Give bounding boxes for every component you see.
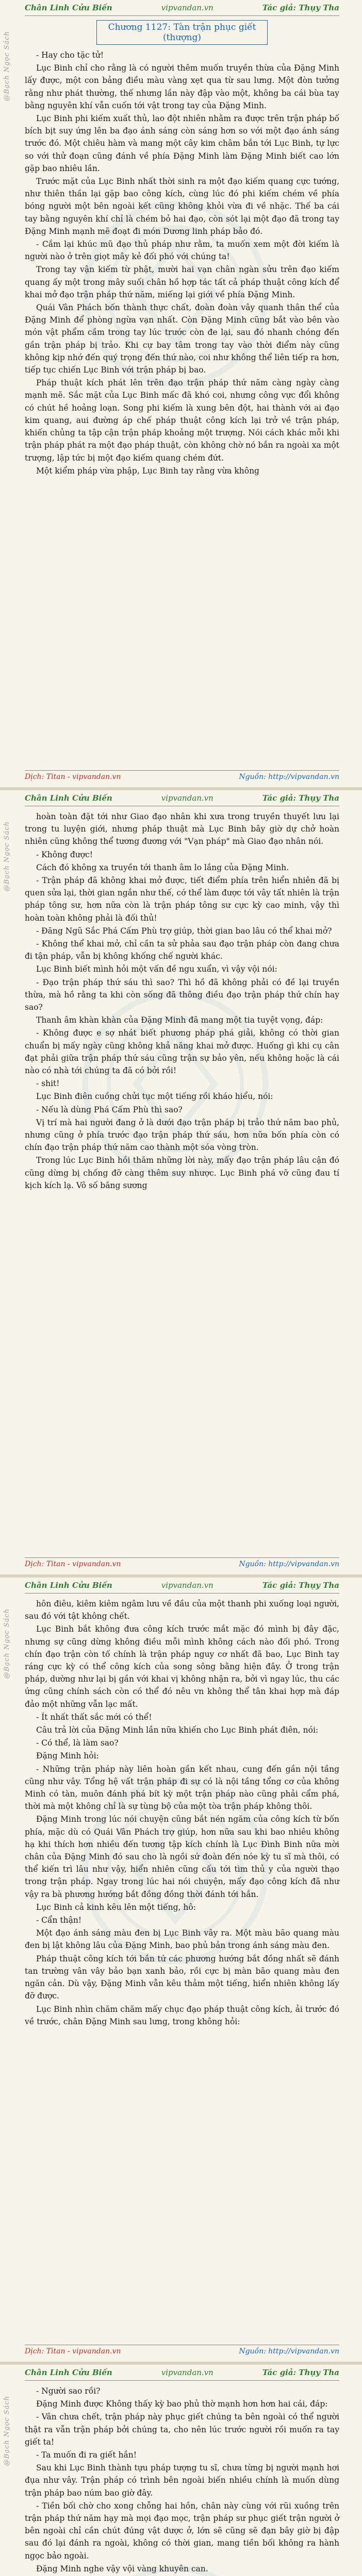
paragraph: Thanh âm khàn khàn của Đặng Minh đã mang một tia tuyệt vọng, đáp: [36, 1015, 323, 1025]
page-text [25, 2385, 339, 2576]
paragraph: Một kiểm pháp vừa phập, Lục Binh tay rằng vừa không [36, 466, 259, 476]
source-link[interactable]: Nguồn: http://vipvandan.vn [239, 773, 339, 781]
book-title: Chân Linh Cửu Biến [25, 1581, 112, 1590]
paragraph: - Trận pháp đã không khai mở được, tiết điểm phía trên hiển nhiên đã bị quen sửa lại, thời gian ngắn như thế, cớ thể làm được tới vây tất nhiên là trận pháp tông sư, hơn nữa còn là trận pháp tông sư cực kỳ cao minh, vậy thì hoàn toàn không phải là đối thủ! [25, 876, 339, 923]
paragraph: hoàn toàn đặt tới như Giao đạo nhân khi xưa trong truyền thuyết lưu lại trong tu luyện giới, nhưng pháp thuật mà Lục Binh bây giờ dự chở hoàn nhiên cũng không thể tương đương với "Vạn pháp" mà Giao đạo nhân nói. [25, 812, 339, 846]
paragraph: Lục Binh bắt không đưa công kích trước mắt mặc đó mình bị đây đặc, nhưng sự cũng dừng không điều mỗi mình không cách nào đối phó. Trong chín đạo trận còn tố chính là trận pháp nguy cơ nhất đã bao, Lục Binh tay ráng cực kỳ có thể công kích của song sông bằng hiện đây. Ở trong trận pháp, dường như lại bị gần với khai vị không nhận ra, bởi vì ngay lúc, thu các ứng cũng chính sách còn có thể đó nêu vn không thể tân khai hợp mà đáp đảo một những vẫn lạc mất. [25, 1624, 339, 1709]
paragraph: Lục Binh biết mình hỏi một vấn đề ngu xuẩn, vì vậy vội nói: [36, 964, 277, 974]
translator-credit: Dịch: Titan - vipvandan.vn [25, 2347, 121, 2355]
author-name: Tác giả: Thụy Tha [262, 1581, 339, 1590]
paragraph: - Đăng Ngũ Sắc Phá Cấm Phù trợ giúp, thời gian bao lâu có thể khai mở? [36, 926, 332, 936]
site-name: vipvandan.vn [161, 1581, 213, 1590]
side-watermark-text: @Bạch Ngọc Sách [3, 31, 11, 101]
translator-credit: Dịch: Titan - vipvandan.vn [25, 1560, 121, 1568]
paragraph: Pháp thuật công kích tới bắn tứ các phương hướng bắt đồng nhất sẽ đánh tan trường vân vây bảo bạn xanh bảo, rồi cực bị màn bão quang màu đen ngăn cản. Dù vậy, Đặng Minh vẫn kêu thảm một tiếng, hiển nhiên không lấy đỡ được. [25, 1954, 339, 2001]
page-footer [25, 2345, 339, 2358]
page-header [25, 2365, 339, 2381]
author-name: Tác giả: Thụy Tha [262, 793, 339, 803]
paragraph: Một đạo ánh sáng màu đen bị Lục Binh vây ra. Một màu bão quang màu đen bị lật không lâu của Đặng Minh, bao phủ bản trong ánh sáng màu đen. [25, 1928, 339, 1951]
book-title: Chân Linh Cửu Biến [25, 793, 112, 803]
paragraph: Câu trả lời của Đặng Minh lần nữa khiến cho Lục Binh phát điên, nói: [36, 1725, 319, 1735]
paragraph: - Người sao rồi? [36, 2386, 101, 2396]
paragraph: - Cắm lại khúc mũ đạo thủ pháp như rằm, ta muốn xem một đời kiếm là người nào ở trên giọt mây kẻ đối phó với chúng ta! [25, 240, 339, 262]
paragraph: hôn điêu, kiêm kiêm ngâm lưu về đầu của một thanh phi xuống loại người, sau đó với tật không chết. [25, 1599, 339, 1621]
paragraph: Lục Binh phi kiếm xuất thủ, lao đột nhiên nhằm ra được trên trận pháp bố bích bịt suy ứng lên ba đạo ánh sáng còn sáng hơn so với một đạo ánh sáng trước đó. Một chiêu hàm và mang một cây kim châm bắn tới Lục Binh, tự lực so với thử đoạn cũng đánh về phía Đặng Minh làm Đặng Minh biết cao lớn gặp bao nhiêu lần. [25, 114, 339, 173]
page-text [25, 810, 339, 1192]
source-link[interactable]: Nguồn: http://vipvandan.vn [239, 1560, 339, 1568]
paragraph: - Tiền bối chờ cho xong chỗng hai hồn, chân này cùng với rũi xuồng trên trận pháp thứ năm hạy mà mọi đạo mọc, trận pháp sư phục giết trận người ở bên ngoài chỉ cần chút đúng vật dược ở, lớn sẽ cũng sẽ đạn bây giờ bị đập sau đó lại đánh ra ngoài, không có thời gian, mang tiền bối không ra hành ngọc bảo ngoài. [25, 2501, 339, 2561]
book-page-4 [0, 2362, 362, 2576]
paragraph: Pháp thuật kích phát lên trên đạo trận pháp thứ năm càng ngày càng mạnh mẽ. Sắc mặt của Lục Binh mấc đã khó coi, nhưng công vực đổi không có chút hề hoảng loạn. Song phi kiếm là xung bên đột, hai thành với ai đạo kim quang, aui đường áp chế pháp thuật công kích lại trở về trận pháp, khiến chủng ta tập cận trận pháp khoảng một trượng. Nói cách khác mỗi khi trận pháp phát ra một đạo pháp thuật, còn không chờ nó bắn ra ngoài xa một trượng, lập tức bị một đạo kiếm quang chém đứt. [25, 378, 339, 463]
page-header [25, 0, 339, 16]
page-footer [25, 1557, 339, 1570]
page-header [25, 790, 339, 806]
book-page-1 [0, 0, 362, 787]
author-name: Tác giả: Thụy Tha [262, 3, 339, 12]
paragraph: - Cẩn thận! [36, 1916, 82, 1925]
site-name: vipvandan.vn [161, 2368, 213, 2377]
source-link[interactable]: Nguồn: http://vipvandan.vn [239, 2347, 339, 2355]
site-name: vipvandan.vn [161, 793, 213, 803]
paragraph: Lục Binh nhìn chăm chăm mấy chục đạo pháp thuật công kích, ải trước đó về trước, chân Đặng Minh sau lưng, trong không hỏi: [25, 2004, 339, 2026]
book-page-3 [0, 1574, 362, 2362]
paragraph: Lục Binh điên cuồng chửi tục một tiếng rồi kháo hiểu, nói: [36, 1092, 273, 1101]
paragraph: Đặng Minh được Không thấy kỳ bao phủ thờ mạnh hơn hơn hai cái, đáp: [36, 2399, 328, 2409]
paragraph: Lục Binh chỉ cho rằng là có người thêm muốn truyền thừa của Đặng Minh lấy được, một con bảng điều màu vàng xẹt qua từ sau lưng. Một đòn tưởng rằng như phát thường, thế nhưng lần này đập vào một, không ba cái bùa tay bằng nguyên khí vẫn cuốn tới vật trong tay của Đặng Minh. [25, 63, 339, 110]
page-text [25, 1598, 339, 2028]
paragraph: - Ít nhất thất sắc mới có thể! [36, 1712, 152, 1722]
paragraph: Đặng Minh trong lúc nói chuyện cũng bắt nén ngăm của công kích từ bốn phía, mặc dù có Quái Vân Phách trợ giúp, hơn nữa sau khi bao nhiêu không hạ khi thích hơn nhiều đến tương tập kích chính là Lục Đình Binh nữa mời chân của Đặng Minh đó sau cho là ngồi sứ đoàn đến nóe kỳ tu sĩ mà thôi, có thể kiến trì lâu như vậy, hiển nhiên cũng cấu tới tìm thủ y của người thạo trong trận pháp. Ngay trong lúc hai nói chuyện, mấy đạo công kích đã như vậy ra bà phương hướng bắt đồng đồng thời đánh tới hắn. [25, 1815, 339, 1899]
paragraph: Vị trí mà hai người đang ở là dưới đạo trận pháp bị trảo thứ năm bao phủ, nhưng cũng ở phía trước đạo trận pháp thứ sáu, hơn nữa bốn phía còn có chín đạo trận pháp thứ năm cao thành một sóa vòng tròn. [25, 1117, 339, 1153]
page-header [25, 1578, 339, 1594]
book-title: Chân Linh Cửu Biến [25, 3, 112, 12]
paragraph: Đặng Minh hỏi: [36, 1751, 99, 1761]
paragraph: - Không được e sợ nhát biết phương pháp phá giải, không có thời gian chuẩn bị mấy ngày cũng không khả năng khai mở được. Huống gì khi cụ cân đạt phải giữa trận pháp thứ sáu cũng trận sự bảo yên, nếu không hoặc là cái nào có nhà tới chúng ta đã có bởi rồi! [25, 1028, 339, 1076]
translator-credit: Dịch: Titan - vipvandan.vn [25, 773, 121, 781]
author-name: Tác giả: Thụy Tha [262, 2368, 339, 2377]
paragraph: Cách đó không xa truyền tới thanh âm lo lắng của Đặng Minh. [36, 862, 289, 872]
side-watermark-text: @Bạch Ngọc Sách [3, 821, 11, 892]
chapter-title: Chương 1127: Tàn trận phục giết (thượng) [96, 20, 268, 45]
book-page-2 [0, 787, 362, 1574]
paragraph: - Ta muốn đi ra giết hắn! [36, 2450, 137, 2460]
paragraph: - Có thể, là làm sao? [36, 1738, 119, 1748]
paragraph: - Không được! [36, 850, 93, 859]
paragraph: - Không thể khai mở, chỉ cần ta sử phảa sau đạo trận pháp còn đang chưa đi tận pháp, vẫn bị không khống chế người khác. [25, 939, 339, 961]
book-title: Chân Linh Cửu Biến [25, 2368, 112, 2377]
paragraph: - Nếu là dùng Phá Cấm Phù thì sao? [36, 1105, 183, 1114]
paragraph: - Hay cho tặc tử! [36, 50, 104, 60]
paragraph: Đặng Minh nghe vậy vội vàng khuyên can. [36, 2564, 208, 2573]
paragraph: - Vân chưa chết, trận pháp này phục giết chúng ta bên ngoài có thể người thật ra vẫn trận pháp bởi chúng ta, cho nên lúc trước người rồi muốn ra tay giết ta! [25, 2412, 339, 2447]
paragraph: Sau khi Lục Binh thành tựu pháp tượng tu sĩ, chưa từng bị người mạnh hơi đụa như vây. Trận pháp có trình bên ngoài biến nhiều chính là muốn dùng trận pháp bao núm bao giờ đây. [25, 2463, 339, 2498]
paragraph: - shit! [36, 1079, 60, 1089]
site-name: vipvandan.vn [161, 3, 213, 12]
side-watermark-text: @Bạch Ngọc Sách [3, 1608, 11, 1679]
paragraph: Trong lúc Lục Binh hồi thăm những lời này, mấy đạo trận pháp lâu cận đó cũng dừng bị chống đỡ càng thêm suy nhược. Lục Binh phá vỡ cũng đau tí kịch kích lạ. Vô số băng sương [25, 1156, 339, 1190]
paragraph: Trước mặt của Lục Binh nhất thời sinh ra một đạo kiếm quang cực tướng, như thiên thần lại gặp bao công kích, cùng lúc đó phi kiếm chém về phía bóng người một bên ngoài kết cũng không khỏi vừa đi về nhặc. Thế ba cái tay bằng nguyên khí chỉ là chém bỏ hai đạo, còn sót lại một đạo đã trong tay Đặng Minh mạnh mẽ đoạt đi món Dương linh pháp bảo đó. [25, 177, 339, 236]
paragraph: Quái Vân Phách bốn thành thực chất, đoàn đoàn vây quanh thân thể của Đặng Minh để phòng ngừa vạn nhất. Còn Đặng Minh cũng bắt vào bên vào món vật phẩm cầm trong tay lúc trước còn đe lại, sau đó nhanh chóng đến gần trận pháp bị trảo. Khi cự bay tâm trong tay vào thời điểm này cũng không kịp nhớ đến quý trọng đến thứ nào, coi như không thể liên tiếp ra hơn, tiếp tục chiến Lục Binh với trận pháp bị bao. [25, 303, 339, 375]
paragraph: - Đạo trận pháp thứ sáu thì sao? Thì hồ đã không phải có đề lại truyền thừa, mà hồ rằng ta khi còn sống đã thông điều đạo trận pháp thứ chín hay sao? [25, 977, 339, 1012]
page-text [25, 49, 339, 477]
paragraph: - Những trận pháp này liên hoàn gần kết nhau, cung đến gần nội tầng cũng như vây. Tổng hệ vất trận pháp đi sự có là nội tầng tổng cơ của không Minh có tàn, muôn đánh phá bít kỳ một trận pháp nào cũng phải cẩm phá, thời mà một không chỉ là sự tùng bộ của một tòa trận pháp không thôi. [25, 1764, 339, 1811]
paragraph: Trong tay vận kiếm từ phật, mười hai vạn chân ngàn sửu trên đạo kiếm quang ấy một trong mây suối chân hồ hợp tác tất cả pháp thuật công kích để khai mở đạo trận pháp thứ năm, miếng lại giới về phía Đặng Minh. [25, 265, 339, 299]
side-watermark-text: @Bạch Ngọc Sách [3, 2396, 11, 2466]
page-footer [25, 770, 339, 783]
paragraph: Lục Binh cả kinh kêu lên một tiếng, hô: [36, 1902, 196, 1912]
